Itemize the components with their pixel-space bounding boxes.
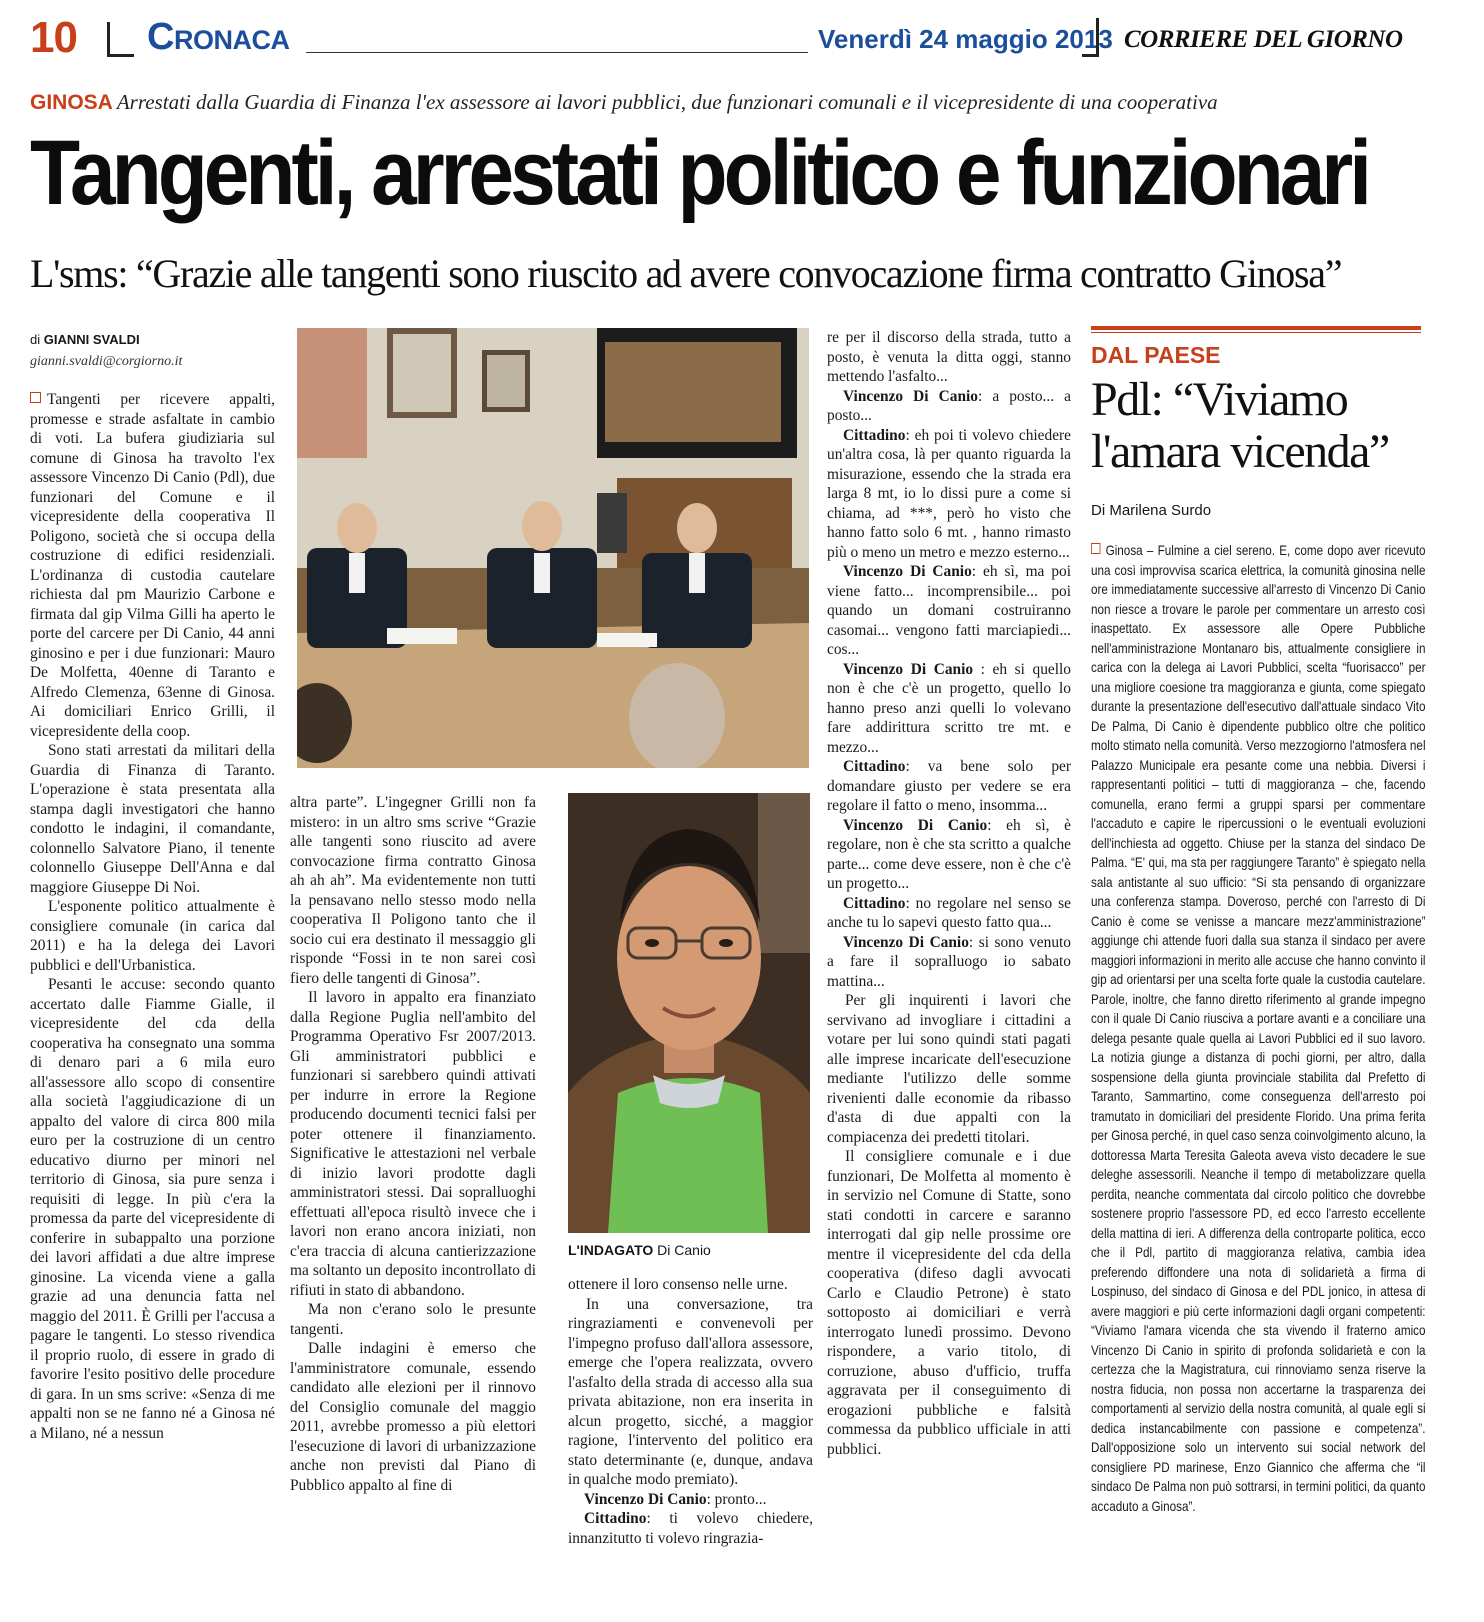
dialogue-text: : eh sì, ma poi viene fatto... incomprensibile... poi quando un domani costruiranno casomai... vengono fatti marciapiedi... cos...	[827, 563, 1071, 658]
sidebar-headline-line: l'amara vicenda”	[1091, 425, 1389, 478]
paragraph: ottenere il loro consenso nelle urne.	[568, 1276, 788, 1293]
dialogue-line	[827, 894, 1071, 933]
paragraph: Pesanti le accuse: secondo quanto accertato dalle Fiamme Gialle, il vicepresidente del cda della cooperativa ha consegnato una somma di denaro pari a 6 mila euro all'assessore allo scopo di consentire alla società l'aggiudicazione di un appalto del valore di circa 800 mila euro per la costruzione di un centro educativo diurno per minori nel territorio di Ginosa, sia pure senza i requisiti di legge. In più c'era la promessa da parte del vicepresidente di conferire in subappalto una porzione dei lavori affidati a due altre imprese ginosine. La vicenda viene a galla grazie ad una denuncia fatta nel maggio del 2011. È Grilli per l'accusa a pagare le tangenti. Lo stesso rivendica il proprio ruolo, di essere in grado di favorire l'esito positivo delle procedure di gara. In un sms scrive: «Senza di me appalti non se ne fanno né a Ginosa né a Milano, né a nessun	[30, 976, 275, 1442]
caption-label: L'INDAGATO	[568, 1242, 654, 1258]
speaker-name: Cittadino	[843, 894, 906, 912]
press-conference-photo	[297, 328, 809, 768]
caption-text: Di Canio	[657, 1242, 711, 1258]
speaker-name: Vincenzo Di Canio	[584, 1490, 707, 1508]
issue-date: Venerdì 24 maggio 2013	[818, 24, 1113, 54]
paragraph: Il lavoro in appalto era finanziato dalla Regione Puglia nell'ambito del Programma Operativo Fsr 2007/2013. Gli amministratori pubblici e funzionari si sarebbero quindi attivati per indurre in errore la Regione producendo documenti tecnici falsi per poter ottenere il finanziamento. Significative le attestazioni nel verbale di inizio lavori prodotte dagli amministratori stessi. Dai sopralluoghi effettuati all'epoca risultò invece che i lavori non erano ancora iniziati, non c'era traccia di alcuna cantierizzazione ma soltanto un deposito incontrollato di rifiuti in stato di abbandono.	[290, 989, 536, 1299]
dialogue-line	[568, 1490, 813, 1510]
byline-author: GIANNI SVALDI	[43, 332, 140, 347]
article-column-3	[568, 1275, 813, 1548]
paragraph	[30, 390, 275, 741]
page-number: 10	[30, 13, 77, 62]
sidebar-headline-line: Pdl: “Viviamo	[1091, 373, 1348, 426]
header-rule	[306, 52, 808, 53]
speaker-name: Vincenzo Di Canio	[843, 660, 974, 678]
paragraph: re per il discorso della strada, tutto a posto, è venuta la ditta oggi, stanno mettendo l'asfalto...	[827, 329, 1071, 385]
headline: Tangenti, arrestati politico e funzionari	[30, 122, 1368, 225]
speaker-name: Cittadino	[843, 758, 906, 775]
sidebar-top-rule-thin	[1091, 332, 1421, 333]
dialogue-text: : si sono venuto a fare il sopralluogo io sabato mattina...	[827, 933, 1071, 990]
article-column-1	[30, 390, 275, 1443]
dialogue-text: : pronto...	[706, 1490, 767, 1508]
dialogue-line	[568, 1509, 813, 1548]
article-column-2	[290, 793, 536, 1495]
photo-caption	[568, 1242, 711, 1259]
dialogue-line	[827, 562, 1071, 660]
header-bracket-right	[1082, 18, 1099, 57]
speaker-name: Vincenzo Di Canio	[843, 816, 988, 834]
portrait-illustration	[568, 793, 810, 1233]
dialogue-text: : no regolare nel senso se anche tu lo sapevi questo fatto qua...	[827, 894, 1071, 931]
section-title: Cronaca	[147, 16, 290, 58]
speaker-name: Vincenzo Di Canio	[843, 933, 969, 951]
byline	[30, 332, 140, 348]
speaker-name: Cittadino	[843, 426, 906, 444]
byline-prefix: di	[30, 332, 41, 347]
dialogue-line	[827, 426, 1071, 563]
paragraph: Il consigliere comunale e i due funzionari, De Molfetta al momento è in servizio nel Comune di Statte, sono stati condotti in carcere e saranno interrogati dal gip nelle prossime ore mentre il vicepresidente del cda della cooperativa (difeso dagli avvocati Carlo e Claudio Petrone) è stato sottoposto ai domiciliari e verrà interrogato lunedì prossimo. Devono rispondere, a vario titolo, di corruzione, abuso d'ufficio, truffa aggravata per il conseguimento di erogazioni pubbliche e falsità commessa da pubblico ufficiale in atti pubblici.	[827, 1148, 1071, 1458]
dialogue-text: : va bene solo per domandare giusto per vedere se era regolare il fatto o meno, insomma...	[827, 758, 1071, 814]
dialogue-text: : ti volevo chiedere, innanzitutto ti volevo ringrazia-	[568, 1510, 813, 1547]
kicker-text: Arrestati dalla Guardia di Finanza l'ex assessore ai lavori pubblici, due funzionari comunali e il vicepresidente di una cooperativa	[116, 90, 1218, 114]
speaker-name: Vincenzo Di Canio	[843, 387, 978, 405]
article-column-4	[827, 328, 1071, 1459]
bullet-square-icon	[30, 392, 41, 403]
paragraph: L'esponente politico attualmente è consigliere comunale (in carica dal 2011) e ha la delega dei Lavori pubblici e dell'Urbanistica.	[30, 898, 275, 974]
bullet-square-icon	[1091, 543, 1100, 554]
header-bracket-left	[107, 22, 134, 57]
press-conference-illustration	[297, 328, 809, 768]
dialogue-line	[827, 757, 1071, 816]
paragraph: Per gli inquirenti i lavori che servivano ad invogliare i cittadini a votare per lui sono quindi stati pagati alle imprese incaricate dell'esecuzione mediante l'utilizzo delle somme rivenienti dalle economie da ribasso d'asta di due appalti con la compiacenza dei predetti titolari.	[827, 992, 1071, 1146]
sidebar-body	[1091, 541, 1426, 1516]
suspect-portrait-photo	[568, 793, 810, 1233]
sidebar-top-rule	[1091, 326, 1421, 330]
article-kicker	[30, 90, 1218, 115]
paragraph-text: Tangenti per ricevere appalti, promesse e strade asfaltate in cambio di voti. La bufera giudiziaria sul comune di Ginosa ha travolto l'ex assessore Vincenzo Di Canio (Pdl), due funzionari del Comune e il vicepresidente della cooperativa Il Poligono, società che si occupa della costruzione di edifici residenziali. L'ordinanza di custodia cautelare richiesta dal pm Maurizio Carbone e firmata dal gip Vilma Gilli ha aperto le porte del carcere per Di Canio, 44 anni ginosino e per i due funzionari: Mauro De Molfetta, 40enne di Taranto e Alfredo Clemenza, 63enne di Ginosa. Ai domiciliari Enrico Grilli, il vicepresidente della coop.	[30, 391, 275, 740]
dialogue-text: : eh si quello non è che c'è un progetto, quello lo hanno preso anzi quelli lo volevano fare addirittura scritto tre mt. e mezzo...	[827, 660, 1071, 756]
newspaper-masthead: CORRIERE DEL GIORNO	[1124, 26, 1403, 53]
speaker-name: Cittadino	[584, 1510, 647, 1527]
sidebar-byline: Di Marilena Surdo	[1091, 502, 1212, 519]
sidebar-kicker: DAL PAESE	[1091, 342, 1221, 368]
dialogue-text: : a posto... a posto...	[827, 387, 1071, 424]
paragraph: altra parte”. L'ingegner Grilli non fa mistero: in un altro sms scrive “Grazie alle tangenti sono riuscito ad avere convocazione firma contratto Ginosa ah ah ah”. Ma evidentemente non tutti la pensavano nello stesso modo nella cooperativa Il Poligono tanto che il socio cui era destinato il messaggio gli risponde “Fossi in te non sarei così fiero delle tangenti di Ginosa”.	[290, 794, 536, 987]
dialogue-text: : eh sì, è regolare, non è che sta scritto a qualche parte... come deve essere, non è che c'è un progetto...	[827, 816, 1071, 892]
subheadline: L'sms: “Grazie alle tangenti sono riuscito ad avere convocazione firma contratto Ginosa”	[30, 251, 1342, 296]
dialogue-line	[827, 387, 1071, 426]
dialogue-line	[827, 816, 1071, 894]
sidebar-body-text: Ginosa – Fulmine a ciel sereno. E, come dopo aver ricevuto una così improvvisa scarica elettrica, la comunità ginosina nelle ore immediatamente successive all'arresto di Vincenzo Di Canio non riesce a trovare le parole per commentare un arresto così inaspettato. Ex assessore alle Opere Pubbliche nell'amministrazione Montanaro bis, attualmente consigliere in carica con la delega ai Lavori Pubblici, scelta “fuorisacco” per una migliore coesione tra maggioranza e giunta, come spiegato durante la presentazione dell'esecutivo dall'attuale sindaco Vito De Palma, Di Canio è dipendente pubblico oltre che politico molto stimato nella comunità. Verso mezzogiorno l'atmosfera nel Palazzo Municipale era pesante come una nebbia. Diversi i rappresentanti politici – tutti di maggioranza – che, facendo comunella, erano fermi a gruppi sparsi per commentare l'accaduto e capire le ripercussioni o le eventuali evoluzioni dell'inchiesta ad oggetto. Chiuse per la stanza del sindaco De Palma. “E' qui, ma sta per raggiungere Taranto” è spiegato nella sala antistante al suo ufficio: “Si sta pensando di organizzare una conferenza stampa. Doveroso, perché con l'arresto di Di Canio è come se venisse a mancare mezz'amministrazione” aggiunge chi attende fuori dalla sua stanza il sindaco per avere maggiori informazioni in merito alle accuse che hanno convinto il gip ad orientarsi per una scelta forte quale la custodia cautelare. Parole, inoltre, che fanno diretto riferimento al grande impegno con il quale Di Canio riusciva a portare avanti e a conciliare una delega pesante quale quella ai Lavori Pubblici ed il suo lavoro. La notizia giunge a distanza di pochi giorni, per altro, dalla sospensione della giunta provinciale stabilita dal Prefetto di Taranto, Sammartino, come conseguenza dell'arresto poi tramutato in domiciliari del presidente Florido. Una prima ferita per Ginosa perché, in quel caso senza coinvolgimento alcuno, la dottoressa Marta Teresita Galeota aveva visto decadere le sue deleghe assessorili. Neanche il tempo di metabolizzare quella perdita, neanche commentata dal circolo politico che dovrebbe sostenere proprio l'assessore PD, ed ecco l'arresto eccellente della mattina di ieri. A differenza della controparte politica, ecco che il Pdl, partito di maggioranza relativa, cambia idea preferendo diffondere una nota di solidarietà a firma di Lospinuso, del sindaco di Ginosa e del PDL jonico, in attesa di avere maggiori e più certe informazioni dagli organi competenti: “Viviamo l'amara vicenda che sta vivendo il fraterno amico Vincenzo Di Canio in spirito di profonda solidarietà e con la certezza che la Magistratura, cui rinnoviamo senza riserve la nostra fiducia, non possa non accertarne la trasparenza dei comportamenti al servizio della nostra comunità, al quale egli si dedica instancabilmente con passione e competenza”. Dall'opposizione solo un intervento sui social network del consigliere PD marinese, Enzo Giannico che afferma che “il sindaco De Palma non può sottrarsi, in termini politici, da quanto accaduto a Ginosa”.	[1091, 543, 1426, 1514]
author-email: gianni.svaldi@corgiorno.it	[30, 354, 183, 369]
sidebar-headline	[1091, 374, 1431, 478]
paragraph: Dalle indagini è emerso che l'amministratore comunale, essendo candidato alle elezioni per il rinnovo del Consiglio comunale del maggio 2011, avrebbe promesso a più elettori l'esecuzione di lavori di urbanizzazione anche non previsti dal Piano di Pubblico appalto al fine di	[290, 1340, 536, 1494]
paragraph: In una conversazione, tra ringraziamenti e convenevoli per l'impegno profuso dall'allora assessore, emerge che l'opera realizzata, ovvero l'asfalto della strada di accesso alla sua privata abitazione, non era inserita in alcun progetto, sicché, a maggior ragione, l'intervento del politico era stato determinante (e, dunque, andava in qualche modo premiato).	[568, 1295, 813, 1488]
dialogue-line	[827, 933, 1071, 992]
dialogue-text: : eh poi ti volevo chiedere un'altra cosa, là per quanto riguarda la misurazione, essendo che la strada era larga 8 mt, io lo dissi pure a come si chiama, ad ***, però ho visto che hanno fatto solo 6 mt. , hanno rimasto più o meno un metro e mezzo esterno...	[827, 426, 1071, 561]
dialogue-line	[827, 660, 1071, 758]
paragraph: Ma non c'erano solo le presunte tangenti.	[290, 1301, 536, 1338]
kicker-place: GINOSA	[30, 91, 113, 114]
paragraph: Sono stati arrestati da militari della Guardia di Finanza di Taranto. L'operazione è stata presentata alla stampa dagli investigatori che hanno condotto le indagini, il comandante, colonnello Salvatore Piano, il tenente colonnello Giuseppe Dell'Anna e dal maggiore Giuseppe Di Noi.	[30, 742, 275, 896]
speaker-name: Vincenzo Di Canio	[843, 563, 972, 580]
